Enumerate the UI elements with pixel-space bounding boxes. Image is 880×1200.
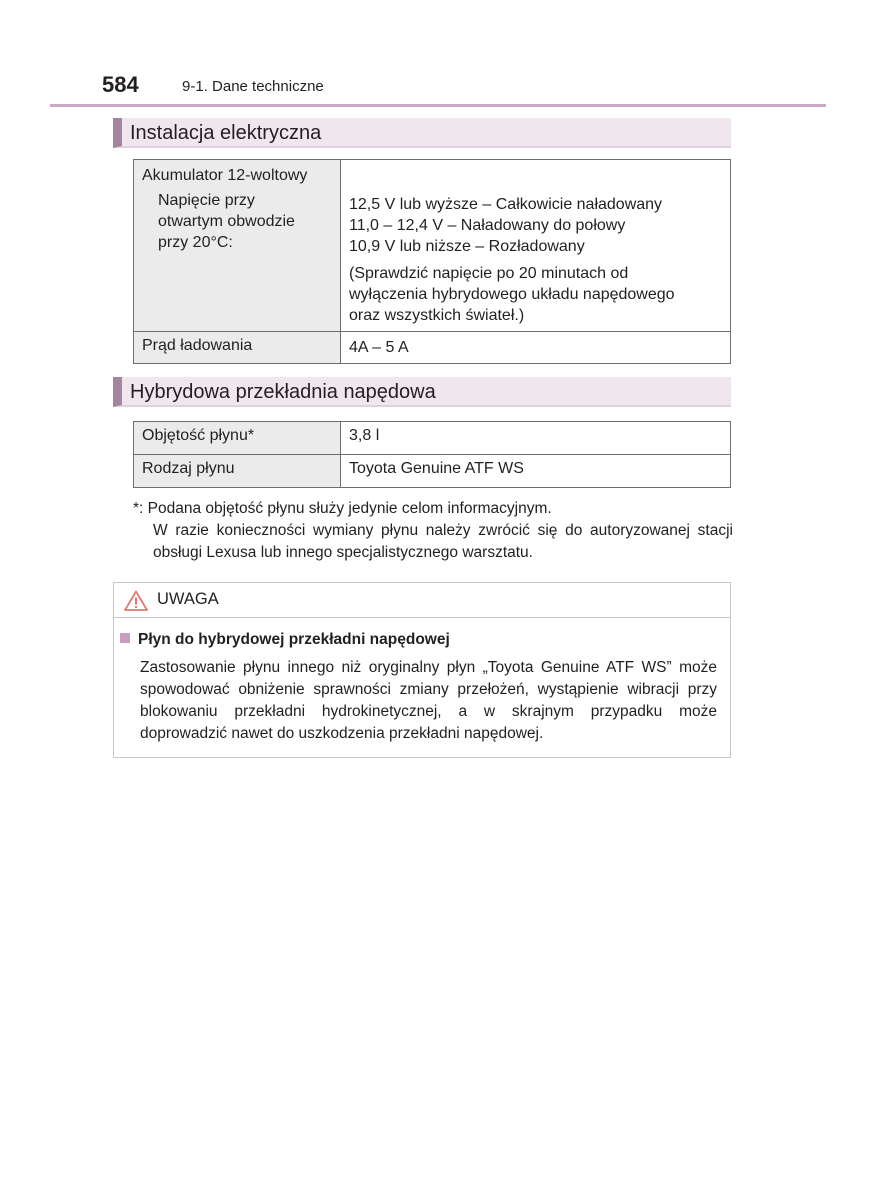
voltage-value-line: 10,9 V lub niższe – Rozładowany xyxy=(349,238,585,255)
footnote-continuation: W razie konieczności wymiany płynu należy zwrócić się do autoryzowanej stacji obsługi Lexusa lub innego specjalistycznego warsztatu. xyxy=(153,522,733,561)
battery-value-cell xyxy=(341,160,731,332)
caution-subtitle: Płyn do hybrydowej przekładni napędowej xyxy=(138,631,450,648)
check-note-line: (Sprawdzić napięcie po 20 minutach od xyxy=(349,265,629,282)
caution-subtitle-row xyxy=(120,631,450,649)
caution-header xyxy=(114,583,730,618)
table-row xyxy=(134,422,731,455)
voltage-value-line: 12,5 V lub wyższe – Całkowicie naładowany xyxy=(349,196,663,213)
footnote xyxy=(133,498,733,564)
voltage-label-line: Napięcie przy xyxy=(158,192,255,209)
voltage-value-line: 11,0 – 12,4 V – Naładowany do połowy xyxy=(349,217,626,234)
fluid-volume-value: 3,8 l xyxy=(341,422,731,455)
fluid-volume-label: Objętość płynu* xyxy=(134,422,341,455)
table-row xyxy=(134,160,731,332)
table-row xyxy=(134,455,731,488)
check-note-line: wyłączenia hybrydowego układu napędowego xyxy=(349,286,675,303)
voltage-label-line: przy 20°C: xyxy=(158,234,233,251)
transmission-table xyxy=(133,421,731,488)
charge-value: 4A – 5 A xyxy=(341,332,731,364)
chapter-title: 9-1. Dane techniczne xyxy=(182,78,324,95)
caution-label: UWAGA xyxy=(157,590,219,608)
footnote-line: *: Podana objętość płynu służy jedynie celom informacyjnym. xyxy=(133,500,552,517)
warning-triangle-icon xyxy=(124,590,148,611)
page-number: 584 xyxy=(102,72,139,97)
battery-label-cell xyxy=(134,160,341,332)
battery-label: Akumulator 12-woltowy xyxy=(142,167,308,184)
caution-box xyxy=(113,582,731,758)
check-note-line: oraz wszystkich świateł.) xyxy=(349,307,525,324)
electrical-table xyxy=(133,159,731,364)
section-title-electrical: Instalacja elektryczna xyxy=(113,118,731,148)
page-header xyxy=(50,70,826,107)
caution-body: Zastosowanie płynu innego niż oryginalny płyn „Toyota Genuine ATF WS” może spowodować obniżenie sprawności zmiany przełożeń, wystąpienie wibracji przy blokowaniu przekładni hydrokinetycznej, a w skrajnym przypadku może doprowadzić nawet do uszkodzenia przekładni napędowej. xyxy=(140,659,717,742)
voltage-label-line: otwartym obwodzie xyxy=(158,213,295,230)
square-bullet-icon xyxy=(120,633,130,643)
table-row xyxy=(134,332,731,364)
section-title-transmission: Hybrydowa przekładnia napędowa xyxy=(113,377,731,407)
fluid-type-value: Toyota Genuine ATF WS xyxy=(341,455,731,488)
fluid-type-label: Rodzaj płynu xyxy=(134,455,341,488)
charge-label: Prąd ładowania xyxy=(134,332,341,364)
